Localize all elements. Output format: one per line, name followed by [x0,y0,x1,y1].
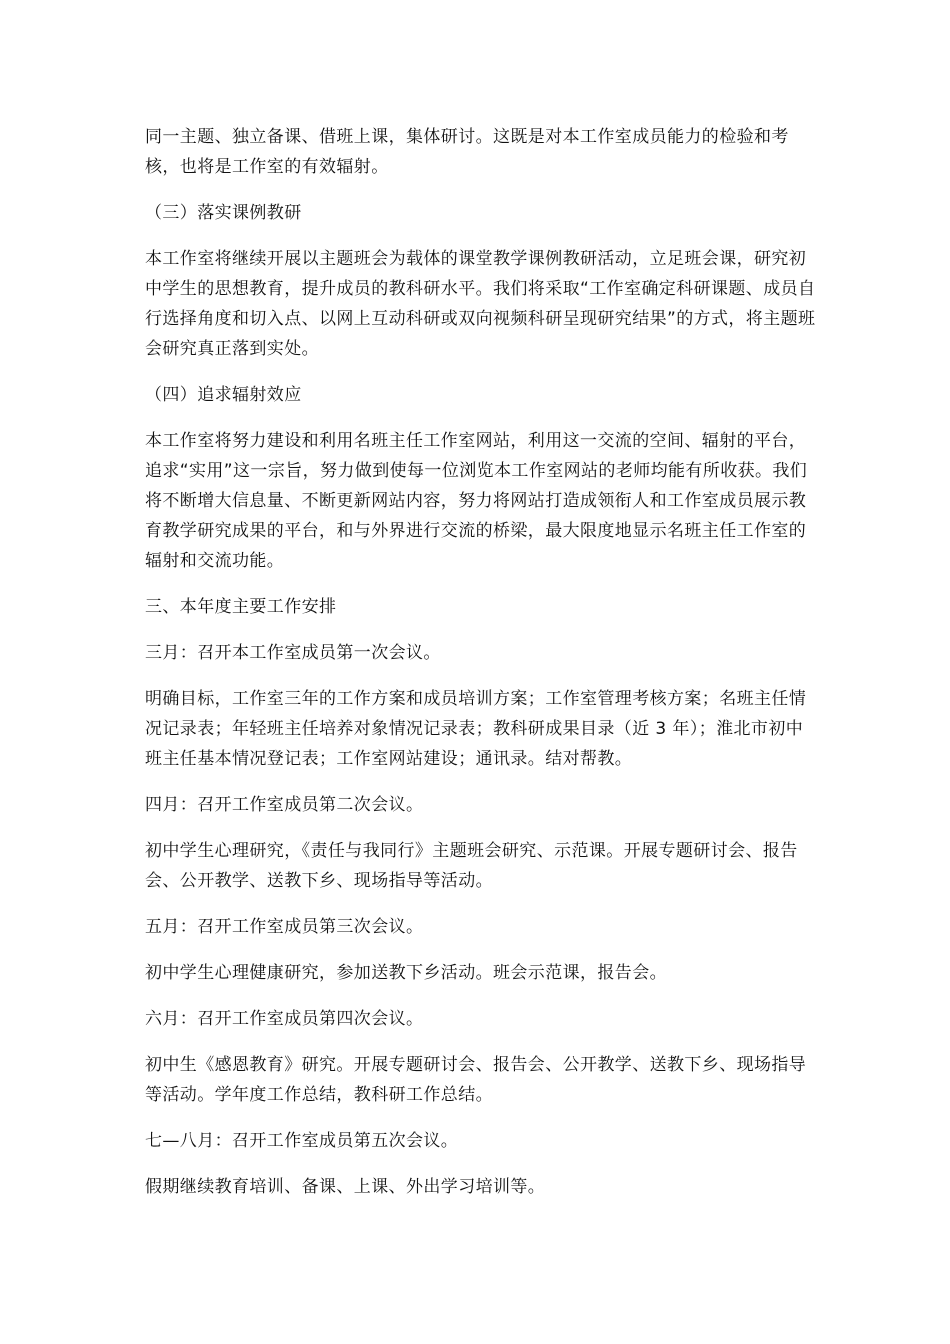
paragraph: 明确目标，工作室三年的工作方案和成员培训方案；工作室管理考核方案；名班主任情况记录表；年轻班主任培养对象情况记录表；教科研成果目录（近 3 年）；淮北市初中班主任基本情况登记表；工作室网站建设；通讯录。结对帮教。 [145,689,807,769]
paragraph: 同一主题、独立备课、借班上课，集体研讨。这既是对本工作室成员能力的检验和考核，也将是工作室的有效辐射。 [145,127,789,177]
paragraph: 初中学生心理研究，《责任与我同行》主题班会研究、示范课。开展专题研讨会、报告会、公开教学、送教下乡、现场指导等活动。 [145,841,798,891]
section-heading: 三、本年度主要工作安排 [145,597,337,617]
paragraph: 初中学生心理健康研究，参加送教下乡活动。班会示范课，报告会。 [145,963,667,983]
paragraph: 假期继续教育培训、备课、上课、外出学习培训等。 [145,1177,546,1197]
document-body [145,122,817,1218]
section-heading: （三）落实课例教研 [145,203,302,223]
month-heading: 三月：召开本工作室成员第一次会议。 [145,643,441,663]
paragraph: 本工作室将继续开展以主题班会为载体的课堂教学课例教研活动，立足班会课，研究初中学生的思想教育，提升成员的教科研水平。我们将采取“工作室确定科研课题、成员自行选择角度和切入点、以网上互动科研或双向视频科研呈现研究结果”的方式，将主题班会研究真正落到实处。 [145,249,816,359]
month-heading: 五月：召开工作室成员第三次会议。 [145,917,424,937]
section-heading: （四）追求辐射效应 [145,385,302,405]
month-heading: 六月：召开工作室成员第四次会议。 [145,1009,424,1029]
paragraph: 初中生《感恩教育》研究。开展专题研讨会、报告会、公开教学、送教下乡、现场指导等活动。学年度工作总结，教科研工作总结。 [145,1055,807,1105]
month-heading: 七—八月：召开工作室成员第五次会议。 [145,1131,459,1151]
paragraph: 本工作室将努力建设和利用名班主任工作室网站，利用这一交流的空间、辐射的平台，追求“实用”这一宗旨，努力做到使每一位浏览本工作室网站的老师均能有所收获。我们将不断增大信息量、不断更新网站内容，努力将网站打造成领衔人和工作室成员展示教育教学研究成果的平台，和与外界进行交流的桥梁，最大限度地显示名班主任工作室的辐射和交流功能。 [145,431,808,571]
month-heading: 四月：召开工作室成员第二次会议。 [145,795,424,815]
